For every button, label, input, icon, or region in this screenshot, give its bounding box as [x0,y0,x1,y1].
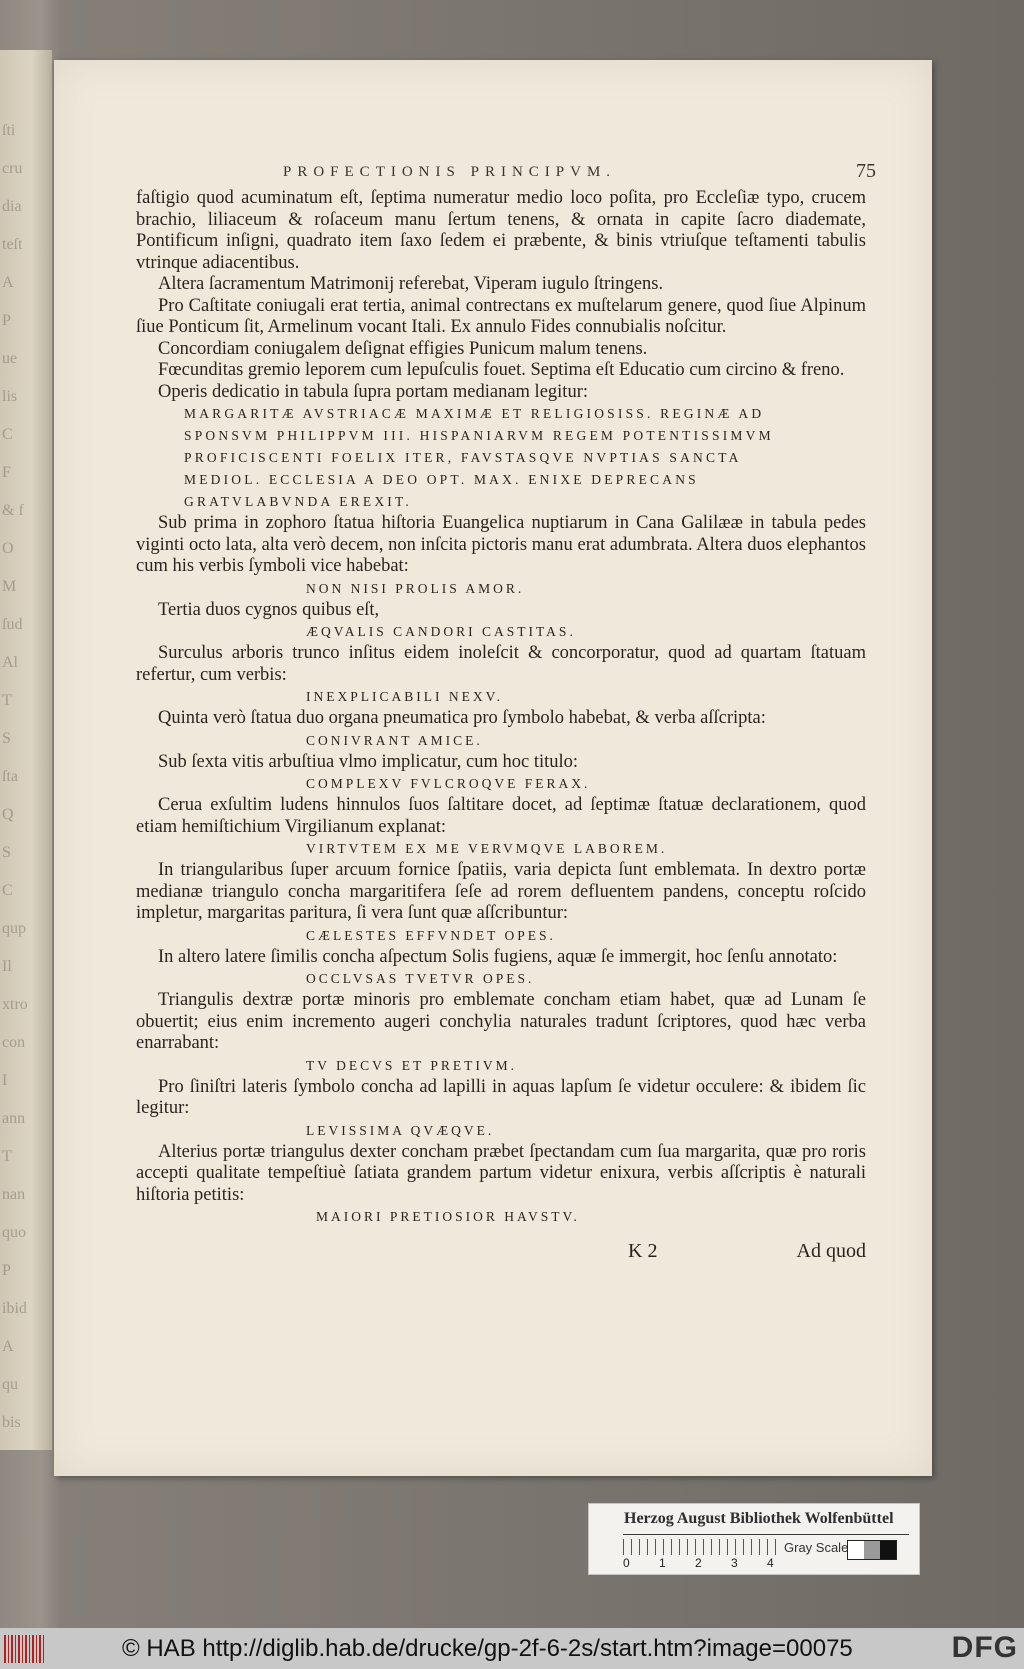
facing-page-fragment: O [2,540,14,557]
facing-page-fragment: ue [2,350,18,367]
facing-page-fragment: C [2,882,13,899]
catchword: Ad quod [796,1240,866,1262]
facing-page-fragment: ann [2,1110,26,1127]
emblem-motto: ÆQVALIS CANDORI CASTITAS. [306,624,576,639]
facing-page-fragment: qu [2,1376,18,1393]
inscription-line: SPONSVM PHILIPPVM III. HISPANIARVM REGEM POTENTISSIMVM [184,428,774,443]
facing-page-fragment: ſti [2,122,16,139]
paragraph: Operis dedicatio in tabula ſupra portam medianam legitur: [158,381,588,402]
gray-swatch [864,1541,880,1559]
facing-page-fragment: nan [2,1186,26,1203]
facing-page-fragment: ibid [2,1300,27,1317]
gray-scale-label: Gray Scale [784,1540,849,1555]
facing-page-fragment: & f [2,502,24,519]
paragraph: Quinta verò ſtatua duo organa pneumatica pro ſymbolo habebat, & verba aſſcripta: [158,708,766,728]
facing-page-fragment: S [2,844,11,861]
paragraph: Sub ſexta vitis arbuſtiua vlmo implicatur, cum hoc titulo: [158,751,579,772]
scale-number: 4 [767,1556,774,1570]
inscription-line: MEDIOL. ECCLESIA A DEO OPT. MAX. ENIXE DEPRECANS [184,472,699,487]
citation-link[interactable]: © HAB http://diglib.hab.de/drucke/gp-2f-6-2s/start.htm?image=00075 [122,1635,853,1662]
card-rule [623,1534,909,1535]
dedication-inscription [136,403,866,513]
page-footer [136,1236,866,1270]
scale-number: 1 [659,1556,666,1570]
facing-page-fragment: bis [2,1414,21,1431]
facing-page-fragment: con [2,1034,26,1051]
facing-page-fragment: ſta [2,768,18,785]
facing-page-fragment: teſt [2,236,23,253]
library-name: Herzog August Bibliothek Wolfenbüttel [624,1510,894,1527]
facing-page-fragment: cru [2,160,23,177]
running-head: PROFECTIONIS PRINCIPVM. [283,164,617,180]
facing-page-fragment: T [2,1148,12,1165]
facing-page-fragment: lis [2,388,18,405]
paragraph: In triangularibus ſuper arcuum fornice ſpatiis, varia depicta ſunt emblemata. In dextro portæ medianæ triangulo concha margaritifera ſeſe ad rorem defluentem pandens, conceptu roſcido impletur, margaritas paritura, ſi vera ſunt quæ aſſcribuntur: [136,860,866,923]
paragraph: faſtigio quod acuminatum eſt, ſeptima numeratur medio loco poſita, pro Eccleſiæ typo, crucem brachio, liliaceum & roſaceum manu ſertum tenens, & ornata in capite ſacro diademate, Pontificum inſigni, quadrato item ſaxo ſedem ei præbente, & binis vtriuſque teſtamenti tabulis vtrinque adiacentibus. [136,188,866,273]
emblem-motto: VIRTVTEM EX ME VERVMQVE LABOREM. [306,841,668,856]
facing-page-fragment: A [2,1338,14,1355]
gray-swatch [848,1541,864,1559]
paragraph: Surculus arboris trunco inſitus eidem inoleſcit & concorporatur, quod ad quartam ſtatuam refertur, cum verbis: [136,643,866,685]
facing-page-fragment: M [2,578,17,595]
inscription-line: GRATVLABVNDA EREXIT. [184,494,412,509]
gray-scale-wedge [847,1540,897,1560]
facing-page-fragment: T [2,692,12,709]
facing-page-fragment: P [2,1262,11,1279]
signature-mark: K 2 [628,1240,658,1262]
facing-page-fragment: Il [2,958,12,975]
emblem-motto: NON NISI PROLIS AMOR. [306,580,525,596]
facing-page-fragment: F [2,464,11,481]
inscription-line: PROFICISCENTI FOELIX ITER, FAVSTASQVE NVPTIAS SANCTA [184,450,742,465]
book-page [54,60,932,1476]
paragraph: Fœcunditas gremio leporem cum lepuſculis fouet. Septima eſt Educatio cum circino & freno. [158,360,845,380]
emblem-motto: LEVISSIMA QVÆQVE. [306,1122,495,1138]
facing-page-fragment: xtro [2,996,28,1013]
facing-page-fragment: I [2,1072,8,1089]
gray-swatch [880,1541,896,1559]
paragraph: Concordiam coniugalem deſignat effigies Punicum malum tenens. [158,338,648,359]
inscription-line: MARGARITÆ AVSTRIACÆ MAXIMÆ ET RELIGIOSISS. REGINÆ AD [184,406,765,421]
facing-page-fragment: ſud [2,616,23,633]
facing-page-fragment: quo [2,1224,26,1241]
page-header [136,160,876,188]
page-text [136,160,876,1270]
scale-number: 0 [623,1556,630,1570]
facing-page-fragment: dia [2,198,22,215]
facing-page-fragment: A [2,274,14,291]
facing-page-fragment: Q [2,806,14,823]
emblem-motto: MAIORI PRETIOSIOR HAVSTV. [316,1209,580,1224]
emblem-motto: COMPLEXV FVLCROQVE FERAX. [306,776,591,791]
facing-page-fragment: C [2,426,13,443]
library-color-card [588,1503,920,1575]
paragraph: Alterius portæ triangulus dexter concham præbet ſpectandam cum ſua margarita, quæ pro roris accepti qualitate tempeſtiuè ſatiata grandem partum videtur enixura, verbis aſſcriptis è naturali hiſtoria petitis: [136,1141,866,1205]
scale-number: 2 [695,1556,702,1570]
paragraph: Cerua exſultim ludens hinnulos ſuos ſaltitare docet, ad ſeptimæ ſtatuæ declarationem, quod etiam hemiſtichium Virgilianum explanat: [136,795,866,837]
paragraph: Tertia duos cygnos quibus eſt, [158,599,380,620]
facing-page-fragment: Al [2,654,18,671]
dfg-logo: DFG [951,1631,1018,1664]
emblem-motto: INEXPLICABILI NEXV. [306,689,503,704]
viewer-footer-bar [0,1628,1024,1669]
paragraph: Sub prima in zophoro ſtatua hiſtoria Euangelica nuptiarum in Cana Galilææ in tabula pedes viginti octo lata, alta verò decem, non inſcita pictoris manu erat adumbrata. Altera duos elephantos cum his verbis ſymboli vice habebat: [136,513,866,576]
emblem-motto: CÆLESTES EFFVNDET OPES. [306,927,556,943]
paragraph: Pro Caſtitate coniugali erat tertia, animal contrectans ex muſtelarum genere, quod ſiue Alpinum ſiue Ponticum ſit, Armelinum vocant Itali. Ex annulo Fides connubialis noſcitur. [136,295,866,337]
emblem-motto: TV DECVS ET PRETIVM. [306,1057,518,1073]
facing-page-fragment: qup [2,920,26,937]
facing-page-fragment: P [2,312,11,329]
emblem-motto: OCCLVSAS TVETVR OPES. [306,971,535,986]
paragraph: Altera ſacramentum Matrimonij referebat, Viperam iugulo ſtringens. [158,274,664,294]
paragraph: Triangulis dextræ portæ minoris pro emblemate concham etiam habet, quæ ad Lunam ſe obuertit; eius enim incremento augeri conchylia naturales tradunt ſcriptores, quod hæc verba enarrabant: [136,990,866,1053]
scale-number: 3 [731,1556,738,1570]
facing-page-edge [0,50,52,1450]
emblem-motto: CONIVRANT AMICE. [306,732,483,748]
barcode-icon [4,1635,44,1663]
page-number: 75 [856,160,876,182]
measure-scale [623,1539,777,1555]
paragraph: In altero latere ſimilis concha aſpectum Solis fugiens, aquæ ſe immergit, hoc ſenſu annotato: [158,946,838,967]
body-content [136,188,866,1228]
paragraph: Pro ſiniſtri lateris ſymbolo concha ad lapilli in aquas lapſum ſe videtur occulere: & ibidem ſic legitur: [136,1076,866,1118]
facing-page-fragment: S [2,730,11,747]
